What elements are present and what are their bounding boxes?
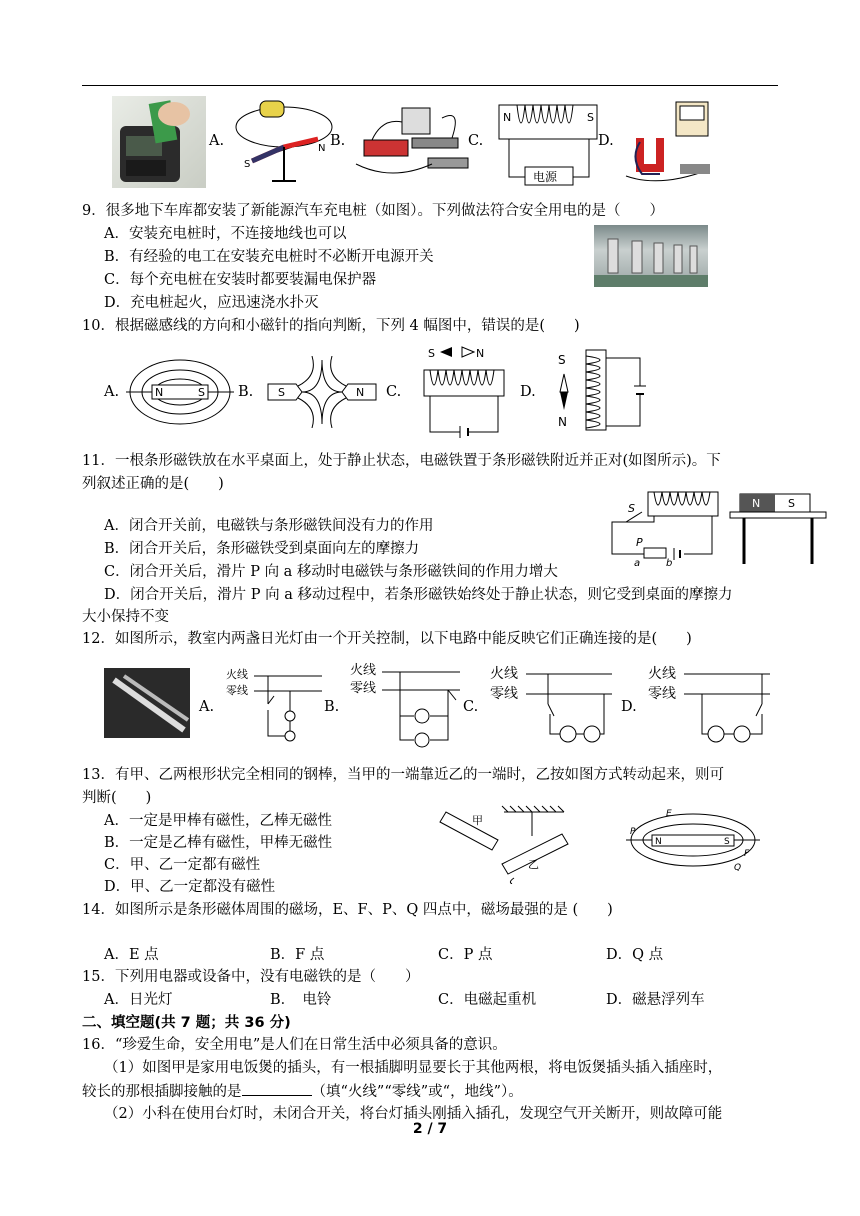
pos-terminal-photo bbox=[112, 96, 206, 188]
svg-text:P: P bbox=[636, 536, 643, 549]
svg-text:N: N bbox=[155, 386, 164, 399]
option-d-label: D. bbox=[598, 133, 614, 149]
svg-text:火线: 火线 bbox=[490, 666, 518, 682]
option-a-label: A. bbox=[209, 133, 225, 149]
q11-option-b: B．闭合开关后，条形磁铁受到桌面向左的摩擦力 bbox=[104, 541, 420, 557]
q12-figure-a bbox=[224, 664, 324, 748]
q14-figure bbox=[626, 808, 760, 872]
q10-figure-d bbox=[552, 344, 652, 440]
svg-text:乙: 乙 bbox=[528, 858, 539, 871]
q13-stem-2: 判断( ) bbox=[82, 790, 152, 806]
q15-stem: 15．下列用电器或设备中，没有电磁铁的是（ ） bbox=[82, 969, 420, 985]
q15-option-c: C．电磁起重机 bbox=[438, 992, 537, 1008]
svg-text:电源: 电源 bbox=[533, 170, 558, 184]
q11-option-d-1: D．闭合开关后，滑片 P 向 a 移动过程中，若条形磁铁始终处于静止状态，则它受到桌面的摩擦力 bbox=[104, 587, 733, 603]
svg-text:火线: 火线 bbox=[648, 666, 676, 682]
svg-text:零线: 零线 bbox=[648, 686, 676, 702]
svg-text:N: N bbox=[752, 497, 761, 510]
q10-label-d: D. bbox=[520, 384, 536, 400]
q9-stem: 9．很多地下车库都安装了新能源汽车充电桩（如图）。下列做法符合安全用电的是（ ） bbox=[82, 203, 664, 219]
q14-option-c: C．P 点 bbox=[438, 947, 493, 963]
svg-text:N: N bbox=[356, 386, 365, 399]
svg-text:S: S bbox=[244, 159, 251, 170]
svg-text:N: N bbox=[503, 111, 512, 124]
q11-figure bbox=[604, 488, 830, 572]
q11-option-c: C．闭合开关后，滑片 P 向 a 移动时电磁铁与条形磁铁间的作用力增大 bbox=[104, 564, 558, 580]
galvanometer-magnet-figure bbox=[620, 98, 716, 184]
svg-text:E: E bbox=[666, 809, 672, 819]
q12-figure-c bbox=[488, 662, 614, 750]
q14-stem: 14．如图所示是条形磁体周围的磁场，E、F、P、Q 四点中，磁场最强的是 ( ) bbox=[82, 902, 613, 918]
q16-stem: 16．“珍爱生命，安全用电”是人们在日常生活中必须具备的意识。 bbox=[82, 1037, 507, 1053]
q9-option-d: D．充电桩起火，应迅速浇水扑灭 bbox=[104, 295, 319, 311]
q12-figure-b bbox=[348, 660, 462, 750]
svg-text:S: S bbox=[278, 386, 285, 399]
q10-label-b: B. bbox=[238, 384, 254, 400]
header-rule bbox=[82, 85, 778, 86]
q16-part1-prefix: 较长的那根插脚接触的是 bbox=[82, 1084, 242, 1100]
q10-label-a: A. bbox=[104, 384, 120, 400]
svg-text:P: P bbox=[630, 827, 636, 837]
q15-option-d: D．磁悬浮列车 bbox=[606, 992, 705, 1008]
q15-option-a: A．日光灯 bbox=[104, 992, 173, 1008]
q10-figure-b bbox=[262, 356, 382, 428]
q12-label-d: D. bbox=[621, 699, 637, 715]
q14-option-d: D．Q 点 bbox=[606, 947, 664, 963]
q14-option-b: B．F 点 bbox=[270, 947, 325, 963]
q16-answer-blank[interactable] bbox=[242, 1080, 312, 1096]
q11-option-a: A．闭合开关前，电磁铁与条形磁铁间没有力的作用 bbox=[104, 518, 434, 534]
svg-text:N: N bbox=[318, 143, 326, 154]
q11-option-d-2: 大小保持不变 bbox=[82, 609, 169, 625]
q15-option-b: B． 电铃 bbox=[270, 992, 332, 1008]
svg-text:S: S bbox=[628, 502, 635, 515]
svg-text:S: S bbox=[788, 497, 795, 510]
fluorescent-lamp-photo bbox=[104, 668, 190, 738]
svg-text:N: N bbox=[655, 837, 662, 847]
svg-text:零线: 零线 bbox=[490, 686, 518, 702]
q10-label-c: C. bbox=[386, 384, 402, 400]
q12-stem: 12．如图所示，教室内两盏日光灯由一个开关控制，以下电路中能反映它们正确连接的是( ) bbox=[82, 631, 692, 647]
svg-text:N: N bbox=[558, 415, 567, 429]
svg-text:a: a bbox=[634, 558, 641, 569]
q11-stem-1: 11．一根条形磁铁放在水平桌面上，处于静止状态，电磁铁置于条形磁铁附近并正对(如图所示)。下 bbox=[82, 453, 721, 469]
svg-text:S: S bbox=[587, 111, 594, 124]
q10-figure-c bbox=[414, 344, 516, 440]
q16-part1-suffix: （填“火线”“零线”或“，地线”）。 bbox=[311, 1084, 523, 1100]
q13-figure bbox=[438, 804, 576, 884]
option-b-label: B. bbox=[330, 133, 346, 149]
svg-text:S: S bbox=[558, 353, 566, 367]
q12-label-a: A. bbox=[199, 699, 215, 715]
q14-option-a: A．E 点 bbox=[104, 947, 159, 963]
svg-text:火线: 火线 bbox=[226, 668, 248, 681]
q16-part1-line1: （1）如图甲是家用电饭煲的插头，有一根插脚明显要长于其他两根，将电饭煲插头插入插座时， bbox=[104, 1060, 723, 1076]
svg-text:S: S bbox=[198, 386, 205, 399]
option-c-label: C. bbox=[468, 133, 484, 149]
q10-figure-a bbox=[126, 352, 234, 432]
q13-stem-1: 13．有甲、乙两根形状完全相同的钢棒，当甲的一端靠近乙的一端时，乙按如图方式转动起来，则可 bbox=[82, 767, 724, 783]
svg-text:零线: 零线 bbox=[226, 684, 248, 697]
svg-text:S: S bbox=[724, 837, 730, 847]
q16-part2-line: （2）小科在使用台灯时，未闭合开关，将台灯插头刚插入插孔，发现空气开关断开，则故障可能 bbox=[104, 1106, 723, 1122]
q9-option-a: A．安装充电桩时，不连接地线也可以 bbox=[104, 226, 347, 242]
charging-station-photo bbox=[594, 225, 708, 287]
page-number: 2 / 7 bbox=[412, 1121, 448, 1137]
svg-text:N: N bbox=[476, 347, 485, 360]
q9-option-c: C．每个充电桩在安装时都要装漏电保护器 bbox=[104, 272, 377, 288]
q12-label-c: C. bbox=[463, 699, 479, 715]
svg-text:b: b bbox=[666, 558, 673, 569]
svg-text:火线: 火线 bbox=[350, 663, 377, 678]
section-heading: 二、填空题(共 7 题；共 36 分) bbox=[82, 1015, 291, 1031]
q11-stem-2: 列叙述正确的是( ) bbox=[82, 476, 224, 492]
q13-option-d: D．甲、乙一定都没有磁性 bbox=[104, 879, 276, 895]
svg-text:F: F bbox=[744, 849, 750, 859]
svg-text:甲: 甲 bbox=[472, 814, 483, 827]
q12-figure-d bbox=[646, 662, 772, 750]
q13-option-b: B．一定是乙棒有磁性，甲棒无磁性 bbox=[104, 835, 333, 851]
svg-text:Q: Q bbox=[734, 863, 742, 872]
induction-apparatus-figure bbox=[352, 98, 470, 182]
q12-label-b: B. bbox=[324, 699, 340, 715]
q16-part1-line2 bbox=[82, 1080, 523, 1103]
svg-text:零线: 零线 bbox=[350, 681, 377, 696]
q13-option-a: A．一定是甲棒有磁性，乙棒无磁性 bbox=[104, 813, 332, 829]
svg-text:S: S bbox=[428, 347, 435, 360]
q10-stem: 10．根据磁感线的方向和小磁针的指向判断，下列 4 幅图中，错误的是( ) bbox=[82, 318, 580, 334]
q13-option-c: C．甲、乙一定都有磁性 bbox=[104, 857, 261, 873]
compass-wire-figure bbox=[232, 95, 334, 187]
electromagnet-circuit-figure bbox=[495, 101, 605, 187]
q9-option-b: B．有经验的电工在安装充电桩时不必断开电源开关 bbox=[104, 249, 434, 265]
